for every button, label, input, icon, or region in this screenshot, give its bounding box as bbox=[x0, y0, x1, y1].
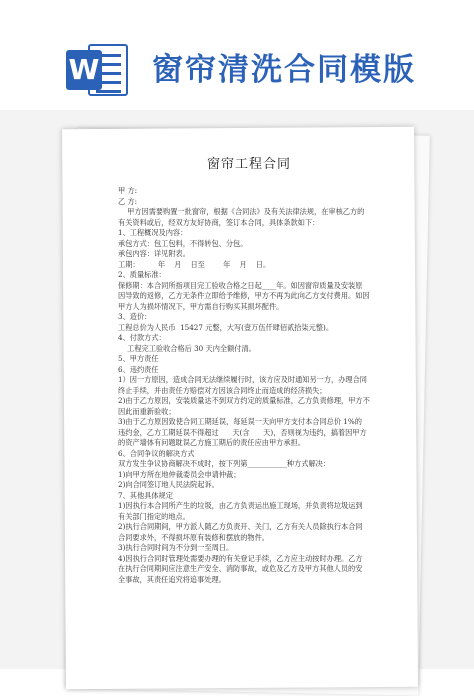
document-line: 有关资料或后，经双方友好协商，签订本合同，具体条款如下： bbox=[118, 217, 320, 227]
document-line: 在执行合同期间应注意生产安全、消防事故，或危及乙方及甲方其他人员的安 bbox=[118, 564, 363, 573]
document-body bbox=[118, 150, 380, 585]
document-line: 保修期：本合同所指项目完工验收合格之日起____年。如因窗帘质量及安装原 bbox=[118, 280, 363, 290]
document-line: 甲方因需要购置一批窗帘，根据《合同法》及有关法律法规，在审核乙方的 bbox=[118, 207, 365, 216]
document-line: 6、合同争议的解决方式 bbox=[118, 448, 195, 458]
document-line: 合同要求外，不得损坏原有装修和摆放的物件。 bbox=[118, 532, 269, 542]
document-line: 5、甲方责任 bbox=[118, 354, 159, 363]
document-line: 甲方人为损坏情况下，甲方需自行购买其损坏配件。 bbox=[118, 301, 284, 311]
document-line: 1）因一方原因，造成合同无法继续履行时，该方应及时通知另一方，办理合同 bbox=[118, 375, 367, 384]
header-banner bbox=[0, 0, 474, 110]
document-title: 窗帘工程合同 bbox=[206, 157, 291, 172]
document-line: 6、违约责任 bbox=[118, 364, 159, 374]
document-line: 4、付款方式： bbox=[118, 333, 166, 342]
document-line: 7、其他具体规定 bbox=[118, 490, 173, 500]
document-line: 工程完工验收合格后 30 天内全额付清。 bbox=[118, 343, 256, 353]
page-title: 窗帘清洗合同模版 bbox=[152, 52, 416, 88]
document-line: 1、工程概况及内容： bbox=[118, 228, 188, 237]
document-line: 1)向甲方所在地仲裁委员会申请仲裁； bbox=[118, 469, 241, 479]
word-letter-icon: W bbox=[66, 50, 102, 90]
document-line: 3、造价： bbox=[118, 312, 152, 321]
document-line: 终止手续，并由责任方赔偿对方因该合同终止而造成的经济损失； bbox=[118, 385, 327, 395]
document-line: 有关部门指定的地点。 bbox=[118, 511, 190, 521]
document-line: 因此而重新验收； bbox=[118, 406, 176, 416]
document-line: 的资产墙体有问题耽误乙方施工期后的责任应由甲方承担。 bbox=[118, 438, 305, 447]
document-line: 承包方式：包工包料，不得转包、分包。 bbox=[118, 238, 248, 248]
document-line: 3)执行合同时间为不分到一至周日。 bbox=[118, 543, 234, 552]
document-line: 甲 方: bbox=[118, 186, 138, 195]
document-line: 乙 方: bbox=[118, 196, 138, 206]
document-line: 4)因执行合同时管理处需要办理的有关登记手续，乙方应主动按时办理。乙方 bbox=[118, 553, 363, 563]
document-line: 2、质量标准： bbox=[118, 270, 166, 279]
document-line: 2)由于乙方原因，安装质量达不到双方约定的质量标准，乙方负责修理，甲方不 bbox=[118, 396, 370, 405]
document-line: 工期： 年 月 日至 年 月 日。 bbox=[118, 259, 271, 269]
document-line: 双方发生争议协商解决不成时，按下列第___________种方式解决： bbox=[118, 459, 331, 468]
document-line: 全事故，其责任追究将追事处理。 bbox=[118, 574, 226, 584]
document-line: 工程总价为人民币 15427 元整，大写(壹万伍仟肆佰贰拾柒元整)。 bbox=[118, 322, 334, 332]
document-line: 违约金，乙方工期延误不得超过 天(含 天)，否则视为违约，搞着因甲方 bbox=[118, 427, 367, 437]
document-line: 因导致的返修，乙方无条件立即给予维修，甲方不再为此向乙方支付费用。如因 bbox=[118, 291, 370, 300]
document-lines bbox=[118, 186, 380, 585]
document-line: 承包内容：详见附表。 bbox=[118, 249, 190, 258]
document-line: 2)向合同签订地人民法院起诉。 bbox=[118, 480, 219, 489]
document-line: 2)执行合同期间，甲方派人随乙方负责开、关门，乙方有关人员除执行本合同 bbox=[118, 522, 363, 531]
document-line: 3)由于乙方原因致使合同工期延误，每延误一天向甲方支付本合同总价 1%的 bbox=[118, 417, 362, 426]
document-line: 1)因执行本合同所产生的垃圾，由乙方负责运出施工现场，并负责将垃圾运到 bbox=[118, 501, 363, 510]
word-document-icon bbox=[66, 40, 132, 100]
